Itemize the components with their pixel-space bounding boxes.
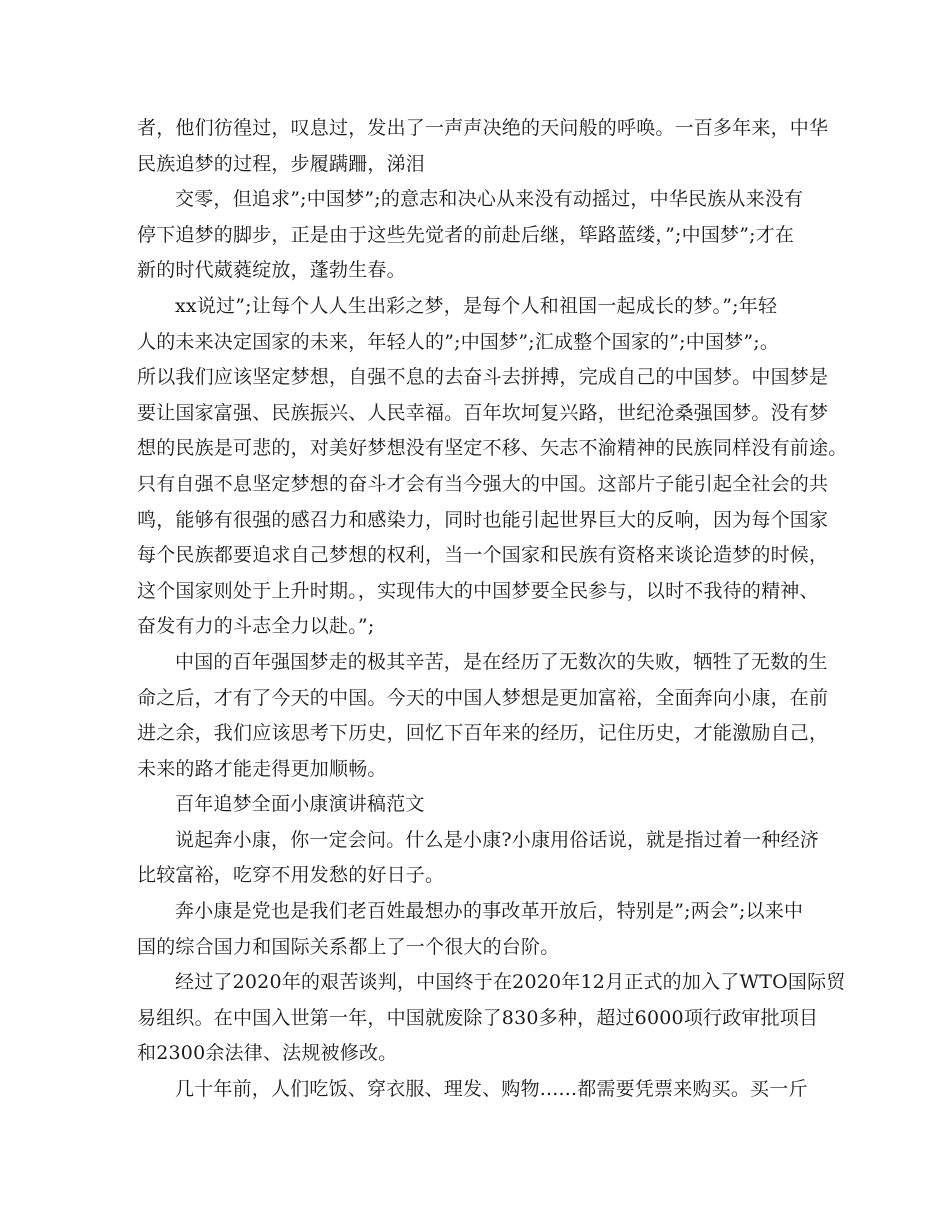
text-line: 和2300余法律、法规被修改。 bbox=[137, 1042, 398, 1065]
text-line: 这个国家则处于上升时期。，实现伟大的中国梦要全民参与，以时不我待的精神、 bbox=[137, 579, 819, 602]
text-line: 命之后，才有了今天的中国。今天的中国人梦想是更加富裕，全面奔向小康，在前 bbox=[137, 686, 829, 709]
document-body bbox=[137, 111, 848, 1108]
text-line: 新的时代葳蕤绽放，蓬勃生春。 bbox=[137, 259, 406, 282]
text-line: 经过了2020年的艰苦谈判，中国终于在2020年12月正式的加入了WTO国际贸 bbox=[175, 971, 846, 994]
text-line: 人的未来决定国家的未来，年轻人的”;中国梦”;汇成整个国家的”;中国梦”;。 bbox=[137, 330, 780, 353]
text-line: 说起奔小康，你一定会问。什么是小康?小康用俗话说，就是指过着一种经济 bbox=[175, 828, 819, 851]
text-line: 交零，但追求”;中国梦”;的意志和决心从来没有动摇过，中华民族从来没有 bbox=[175, 188, 804, 211]
text-line: 国的综合国力和国际关系都上了一个很大的台阶。 bbox=[137, 935, 560, 958]
text-line: 每个民族都要追求自己梦想的权利，当一个国家和民族有资格来谈论造梦的时候， bbox=[137, 544, 829, 567]
text-line: 比较富裕，吃穿不用发愁的好日子。 bbox=[137, 864, 445, 887]
text-line: 要让国家富强、民族振兴、人民幸福。百年坎坷复兴路，世纪沧桑强国梦。没有梦 bbox=[137, 401, 829, 424]
text-line: 停下追梦的脚步，正是由于这些先觉者的前赴后继，筚路蓝缕，”;中国梦”;才在 bbox=[137, 223, 795, 246]
text-line: 所以我们应该坚定梦想，自强不息的去奋斗去拼搏，完成自己的中国梦。中国梦是 bbox=[137, 366, 829, 389]
text-line: 者，他们彷徨过，叹息过，发出了一声声决绝的天问般的呼唤。一百多年来，中华 bbox=[137, 117, 829, 139]
text-line: 奔小康是党也是我们老百姓最想办的事改革开放后，特别是”;两会”;以来中 bbox=[175, 900, 804, 923]
text-line: 只有自强不息坚定梦想的奋斗才会有当今强大的中国。这部片子能引起全社会的共 bbox=[137, 472, 829, 495]
text-line: 易组织。在中国入世第一年，中国就废除了830多种，超过6000项行政审批项目 bbox=[137, 1006, 819, 1029]
text-line: 进之余，我们应该思考下历史，回忆下百年来的经历，记住历史，才能激励自己， bbox=[137, 722, 829, 745]
text-line: 鸣，能够有很强的感召力和感染力，同时也能引起世界巨大的反响，因为每个国家 bbox=[137, 508, 829, 531]
text-line: 几十年前，人们吃饭、穿衣服、理发、购物......都需要凭票来购买。买一斤 bbox=[175, 1078, 808, 1101]
text-line: 中国的百年强国梦走的极其辛苦，是在经历了无数次的失败，牺牲了无数的生 bbox=[175, 650, 828, 673]
text-line: xx说过”;让每个人人生出彩之梦，是每个人和祖国一起成长的梦。”;年轻 bbox=[175, 294, 778, 317]
text-line: 奋发有力的斗志全力以赴。”; bbox=[137, 615, 375, 638]
text-line: 想的民族是可悲的，对美好梦想没有坚定不移、矢志不渝精神的民族同样没有前途。 bbox=[137, 437, 848, 460]
text-line: 民族追梦的过程，步履蹒跚，涕泪 bbox=[137, 152, 426, 175]
text-line: 百年追梦全面小康演讲稿范文 bbox=[175, 793, 425, 816]
text-line: 未来的路才能走得更加顺畅。 bbox=[137, 757, 387, 780]
